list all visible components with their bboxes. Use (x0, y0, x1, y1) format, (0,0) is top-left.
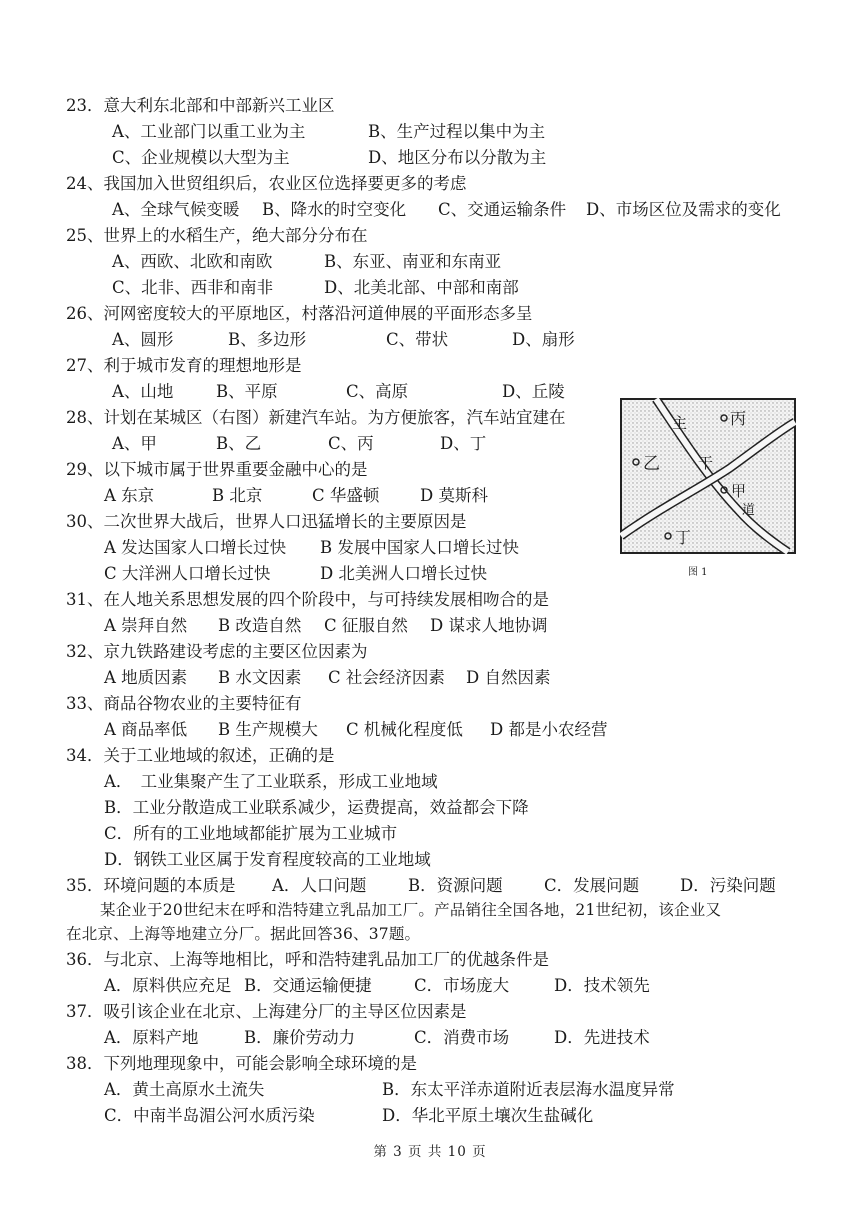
map-label-road-main: 主 (672, 414, 688, 432)
question-24-option-a: A、全球气候变暖 (112, 200, 240, 219)
question-32-stem: 32、京九铁路建设考虑的主要区位因素为 (66, 642, 368, 661)
map-label-road-dao: 道 (742, 503, 756, 518)
question-37-stem: 37．吸引该企业在北京、上海建分厂的主导区位因素是 (66, 1002, 467, 1021)
question-31-option-a: A 崇拜自然 (104, 616, 188, 635)
question-26-option-a: A、圆形 (112, 330, 174, 349)
question-38-stem: 38．下列地理现象中，可能会影响全球环境的是 (66, 1054, 417, 1073)
question-28-option-c: C、丙 (328, 434, 374, 453)
question-38-option-d: D．华北平原土壤次生盐碱化 (382, 1106, 594, 1125)
question-36-option-d: D．技术领先 (554, 976, 650, 995)
question-32-option-a: A 地质因素 (104, 668, 188, 687)
question-23-option-a: A、工业部门以重工业为主 (112, 122, 306, 141)
question-32-option-c: C 社会经济因素 (328, 668, 445, 687)
question-26-option-c: C、带状 (386, 330, 449, 349)
question-28-stem: 28、计划在某城区（右图）新建汽车站。为方便旅客，汽车站宜建在 (66, 408, 566, 427)
question-36-stem: 36．与北京、上海等地相比，呼和浩特建乳品加工厂的优越条件是 (66, 950, 549, 969)
question-30-option-b: B 发展中国家人口增长过快 (320, 538, 519, 557)
question-25-option-b: B、东亚、南亚和东南亚 (324, 252, 502, 271)
question-24-option-d: D、市场区位及需求的变化 (586, 200, 781, 219)
question-27-stem: 27、利于城市发育的理想地形是 (66, 356, 302, 375)
question-24-option-c: C、交通运输条件 (438, 200, 567, 219)
question-25-stem: 25、世界上的水稻生产，绝大部分分布在 (66, 226, 368, 245)
question-36-option-c: C．市场庞大 (414, 976, 510, 995)
question-29-option-b: B 北京 (212, 486, 263, 505)
question-25-option-d: D、北美北部、中部和南部 (324, 278, 519, 297)
passage-line-2: 在北京、上海等地建立分厂。据此回答36、37题。 (66, 925, 421, 943)
question-27-option-a: A、山地 (112, 382, 174, 401)
page-footer: 第 3 页 共 10 页 (373, 1144, 487, 1160)
question-24-stem: 24、我国加入世贸组织后，农业区位选择要更多的考虑 (66, 174, 467, 193)
map-site-yi-label: 乙 (643, 454, 660, 474)
question-37-option-b: B．廉价劳动力 (244, 1028, 356, 1047)
question-37-option-d: D．先进技术 (554, 1028, 650, 1047)
map-label-road-gan: 干 (698, 454, 714, 472)
map-caption: 图 1 (688, 567, 708, 578)
question-30-option-a: A 发达国家人口增长过快 (104, 538, 287, 557)
question-24-option-b: B、降水的时空变化 (262, 200, 407, 219)
question-34-option-a: A． 工业集聚产生了工业联系，形成工业地域 (104, 772, 438, 791)
question-31-option-d: D 谋求人地协调 (430, 616, 548, 635)
map-site-jia-label: 甲 (731, 482, 747, 500)
question-35-option-b: B．资源问题 (408, 876, 503, 895)
question-23-option-c: C、企业规模以大型为主 (112, 148, 290, 167)
question-36-option-b: B．交通运输便捷 (244, 976, 372, 995)
question-36-option-a: A．原料供应充足 (104, 976, 232, 995)
question-23-option-b: B、生产过程以集中为主 (368, 122, 546, 141)
question-29-option-c: C 华盛顿 (312, 486, 380, 505)
question-26-stem: 26、河网密度较大的平原地区，村落沿河道伸展的平面形态多呈 (66, 304, 533, 323)
question-33-option-c: C 机械化程度低 (346, 720, 463, 739)
question-29-option-d: D 莫斯科 (420, 486, 488, 505)
question-26-option-b: B、多边形 (228, 330, 307, 349)
question-34-option-d: D．钢铁工业区属于发育程度较高的工业地域 (104, 850, 431, 869)
question-27-option-d: D、丘陵 (502, 382, 565, 401)
question-28-option-d: D、丁 (440, 434, 487, 453)
question-30-stem: 30、二次世界大战后，世界人口迅猛增长的主要原因是 (66, 512, 467, 531)
city-map-figure (620, 398, 796, 554)
question-37-option-c: C．消费市场 (414, 1028, 510, 1047)
question-38-option-b: B．东太平洋赤道附近表层海水温度异常 (382, 1080, 675, 1099)
question-34-stem: 34．关于工业地域的叙述，正确的是 (66, 746, 335, 765)
question-31-option-b: B 改造自然 (218, 616, 302, 635)
question-33-option-b: B 生产规模大 (218, 720, 318, 739)
question-28-option-a: A、甲 (112, 434, 157, 453)
question-30-option-c: C 大洋洲人口增长过快 (104, 564, 271, 583)
question-33-option-a: A 商品率低 (104, 720, 188, 739)
question-27-option-c: C、高原 (346, 382, 409, 401)
question-35-option-d: D．污染问题 (680, 876, 776, 895)
question-35-option-c: C．发展问题 (544, 876, 640, 895)
question-31-stem: 31、在人地关系思想发展的四个阶段中，与可持续发展相吻合的是 (66, 590, 549, 609)
question-33-stem: 33、商品谷物农业的主要特征有 (66, 694, 302, 713)
question-32-option-d: D 自然因素 (466, 668, 551, 687)
question-23-stem: 23．意大利东北部和中部新兴工业区 (66, 96, 335, 115)
question-38-option-c: C．中南半岛湄公河水质污染 (104, 1106, 315, 1125)
question-23-option-d: D、地区分布以分散为主 (368, 148, 547, 167)
question-28-option-b: B、乙 (216, 434, 262, 453)
question-35-stem: 35．环境问题的本质是 (66, 876, 236, 895)
question-33-option-d: D 都是小农经营 (490, 720, 608, 739)
question-29-stem: 29、以下城市属于世界重要金融中心的是 (66, 460, 368, 479)
question-35-option-a: A．人口问题 (272, 876, 367, 895)
map-site-ding-label: 丁 (675, 528, 692, 547)
passage-line-1: 某企业于20世纪末在呼和浩特建立乳品加工厂。产品销往全国各地，21世纪初，该企业又 (100, 901, 722, 919)
question-38-option-a: A．黄土高原水土流失 (104, 1080, 265, 1099)
question-37-option-a: A．原料产地 (104, 1028, 199, 1047)
question-27-option-b: B、平原 (216, 382, 278, 401)
question-25-option-c: C、北非、西非和南非 (112, 278, 274, 297)
question-30-option-d: D 北美洲人口增长过快 (320, 564, 487, 583)
question-34-option-b: B．工业分散造成工业联系减少，运费提高，效益都会下降 (104, 798, 529, 817)
question-25-option-a: A、西欧、北欧和南欧 (112, 252, 273, 271)
question-31-option-c: C 征服自然 (324, 616, 408, 635)
map-site-bing-label: 丙 (730, 409, 747, 428)
question-32-option-b: B 水文因素 (218, 668, 302, 687)
question-34-option-c: C．所有的工业地域都能扩展为工业城市 (104, 824, 398, 843)
question-29-option-a: A 东京 (104, 486, 155, 505)
question-26-option-d: D、扇形 (512, 330, 575, 349)
